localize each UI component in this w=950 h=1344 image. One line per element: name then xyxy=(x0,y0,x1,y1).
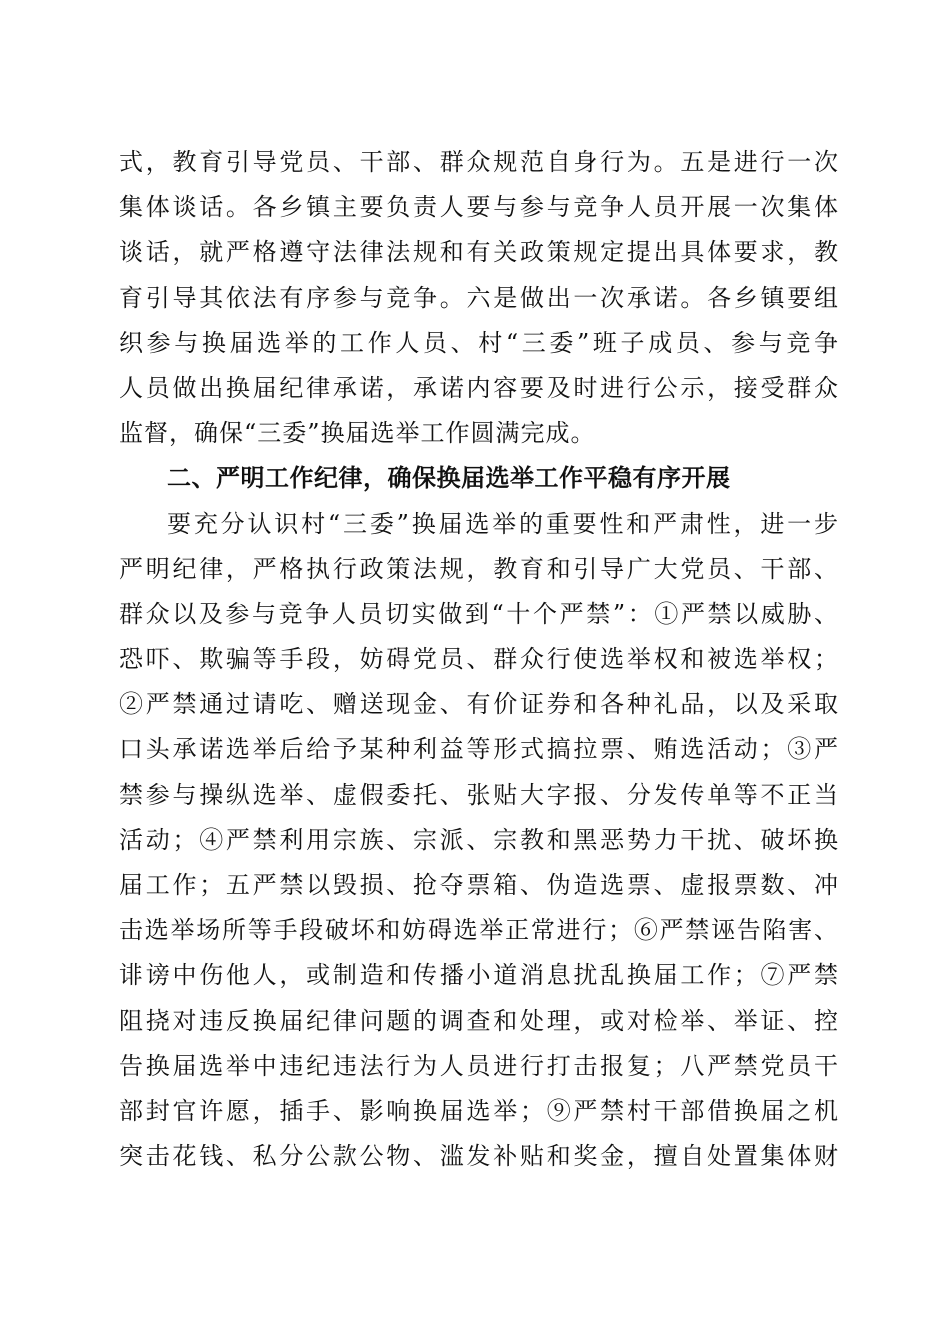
document-body xyxy=(119,140,839,1179)
text-line: 人员做出换届纪律承诺，承诺内容要及时进行公示，接受群众 xyxy=(119,373,839,402)
text-line: 监督，确保“三委”换届选举工作圆满完成。 xyxy=(119,419,596,448)
paragraph-1 xyxy=(119,140,839,456)
text-line: 育引导其依法有序参与竞争。六是做出一次承诺。各乡镇要组 xyxy=(119,283,839,312)
text-line: 谈话，就严格遵守法律法规和有关政策规定提出具体要求，教 xyxy=(119,238,839,267)
text-line: 式，教育引导党员、干部、群众规范自身行为。五是进行一次 xyxy=(119,148,839,176)
text-line: 击选举场所等手段破坏和妨碍选举正常进行；⑥严禁诬告陷害、 xyxy=(119,916,839,945)
text-line: 严明纪律，严格执行政策法规，教育和引导广大党员、干部、 xyxy=(119,554,839,583)
text-line: 要充分认识村“三委”换届选举的重要性和严肃性，进一步 xyxy=(167,509,839,538)
text-line: 告换届选举中违纪违法行为人员进行打击报复；八严禁党员干 xyxy=(119,1051,839,1080)
text-line: 集体谈话。各乡镇主要负责人要与参与竞争人员开展一次集体 xyxy=(119,193,839,222)
text-line: 部封官许愿，插手、影响换届选举；⑨严禁村干部借换届之机 xyxy=(119,1096,839,1125)
text-line: 届工作；五严禁以毁损、抢夺票箱、伪造选票、虚报票数、冲 xyxy=(119,871,839,899)
paragraph-2 xyxy=(119,502,839,1180)
text-line: 诽谤中伤他人，或制造和传播小道消息扰乱换届工作；⑦严禁 xyxy=(119,961,839,990)
text-line: 口头承诺选举后给予某种利益等形式搞拉票、贿选活动；③严 xyxy=(119,735,839,764)
text-line: 织参与换届选举的工作人员、村“三委”班子成员、参与竞争 xyxy=(119,328,839,357)
text-line: 群众以及参与竞争人员切实做到“十个严禁”：①严禁以威胁、 xyxy=(119,599,839,628)
text-line: 禁参与操纵选举、虚假委托、张贴大字报、分发传单等不正当 xyxy=(119,780,839,809)
section-heading: 二、严明工作纪律，确保换届选举工作平稳有序开展 xyxy=(167,464,731,493)
text-line: 恐吓、欺骗等手段，妨碍党员、群众行使选举权和被选举权； xyxy=(119,645,839,674)
text-line: 阻挠对违反换届纪律问题的调查和处理，或对检举、举证、控 xyxy=(119,1006,839,1035)
text-line: 突击花钱、私分公款公物、滥发补贴和奖金，擅自处置集体财 xyxy=(119,1142,839,1171)
text-line: ②严禁通过请吃、赠送现金、有价证券和各种礼品，以及采取 xyxy=(119,690,839,719)
text-line: 活动；④严禁利用宗族、宗派、宗教和黑恶势力干扰、破坏换 xyxy=(119,825,839,854)
